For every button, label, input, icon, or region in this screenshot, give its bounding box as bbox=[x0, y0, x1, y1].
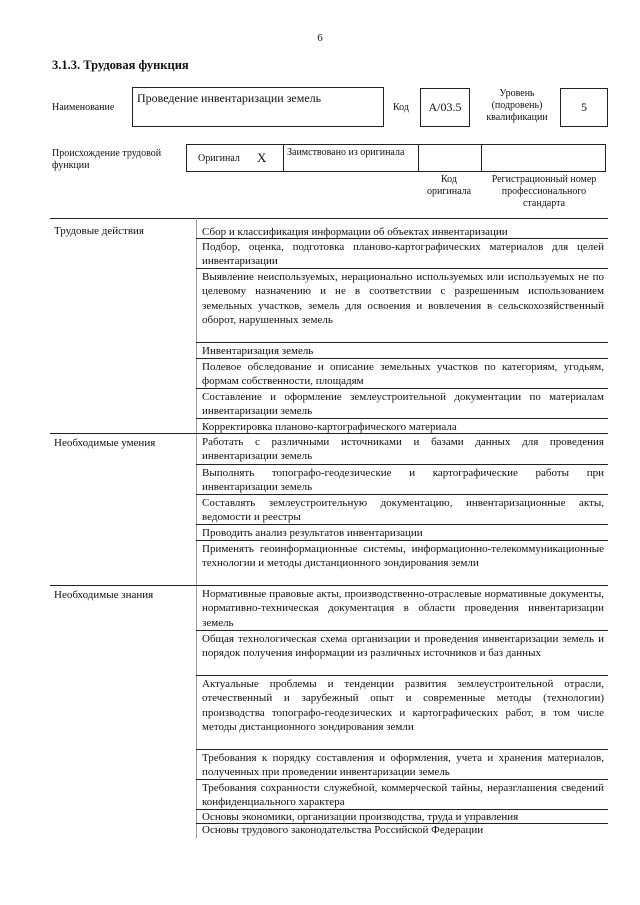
action-item: Инвентаризация земель bbox=[202, 345, 314, 357]
name-value: Проведение инвентаризации земель bbox=[137, 91, 322, 105]
knowledge-item: Общая технологическая схема организации и проведения инвентаризации земель и порядок получения информации из различных источников и баз данных bbox=[202, 633, 604, 660]
knowledge-item: Актуальные проблемы и тенденции развития землеустроительной отрасли, отечественный и зарубежный опыт и современные методы (технологии) производства топографо-геодезических и картографических работ, в том числе методы дистанционного зондирования земли bbox=[202, 678, 604, 734]
skill-item: Проводить анализ результатов инвентаризации bbox=[202, 527, 423, 539]
section-title-knowledge: Необходимые знания bbox=[54, 589, 154, 601]
reg-number-caption: Регистрационный номер профессионального стандарта bbox=[491, 174, 597, 209]
function-table bbox=[50, 218, 610, 838]
name-box bbox=[132, 87, 384, 127]
name-label: Наименование bbox=[52, 102, 115, 113]
action-item: Подбор, оценка, подготовка планово-картографических материалов для целей инвентаризации bbox=[202, 241, 604, 268]
original-label: Оригинал bbox=[198, 153, 240, 164]
code-label: Код bbox=[393, 102, 409, 113]
borrowed-label: Заимствовано из оригинала bbox=[287, 147, 405, 158]
skill-item: Составлять землеустроительную документацию, инвентаризационные акты, ведомости и реестры bbox=[202, 497, 604, 524]
knowledge-item: Требования сохранности служебной, коммерческой тайны, неразглашения сведений конфиденциального характера bbox=[202, 782, 604, 809]
skill-item: Выполнять топографо-геодезические и картографические работы при инвентаризации земель bbox=[202, 467, 604, 494]
origin-label: Происхождение трудовой функции bbox=[52, 148, 162, 171]
page-number: 6 bbox=[317, 32, 323, 44]
action-item: Составление и оформление землеустроительной документации по материалам инвентаризации земель bbox=[202, 391, 604, 418]
knowledge-item: Нормативные правовые акты, производственно-отраслевые нормативные документы, нормативно-техническая документация в области проведения инвентаризации земель bbox=[202, 588, 604, 629]
level-box bbox=[560, 88, 608, 127]
section-title: 3.1.3. Трудовая функция bbox=[52, 58, 189, 72]
level-value: 5 bbox=[581, 100, 587, 114]
knowledge-item: Основы экономики, организации производства, труда и управления bbox=[202, 811, 519, 823]
section-title-skills: Необходимые умения bbox=[54, 437, 156, 449]
code-value: A/03.5 bbox=[428, 100, 462, 114]
knowledge-item: Требования к порядку составления и оформления, учета и хранения материалов, полученных при проведении инвентаризации земель bbox=[202, 752, 604, 779]
code-original-caption: Код оригинала bbox=[426, 174, 472, 197]
action-item: Выявление неиспользуемых, нерационально используемых или используемых не по целевому назначению и не в соответствии с разрешенным использованием земельных участков, земель для освоения и вовлечения в сельскохозяйственный оборот, нарушенных земель bbox=[202, 271, 604, 327]
action-item: Корректировка планово-картографического материала bbox=[202, 421, 457, 433]
action-item: Сбор и классификация информации об объектах инвентаризации bbox=[202, 226, 508, 238]
original-mark: X bbox=[257, 150, 267, 165]
knowledge-item: Основы трудового законодательства Российской Федерации bbox=[202, 824, 484, 836]
section-title-actions: Трудовые действия bbox=[54, 225, 144, 237]
skill-item: Применять геоинформационные системы, информационно-телекоммуникационные технологии и методы дистанционного зондирования земли bbox=[202, 543, 604, 570]
skill-item: Работать с различными источниками и базами данных для проведения инвентаризации земель bbox=[202, 436, 604, 463]
code-box bbox=[420, 88, 470, 127]
action-item: Полевое обследование и описание земельных участков по категориям, угодьям, формам собственности, площадям bbox=[202, 361, 604, 388]
level-label: Уровень (подровень) квалификации bbox=[486, 88, 548, 123]
